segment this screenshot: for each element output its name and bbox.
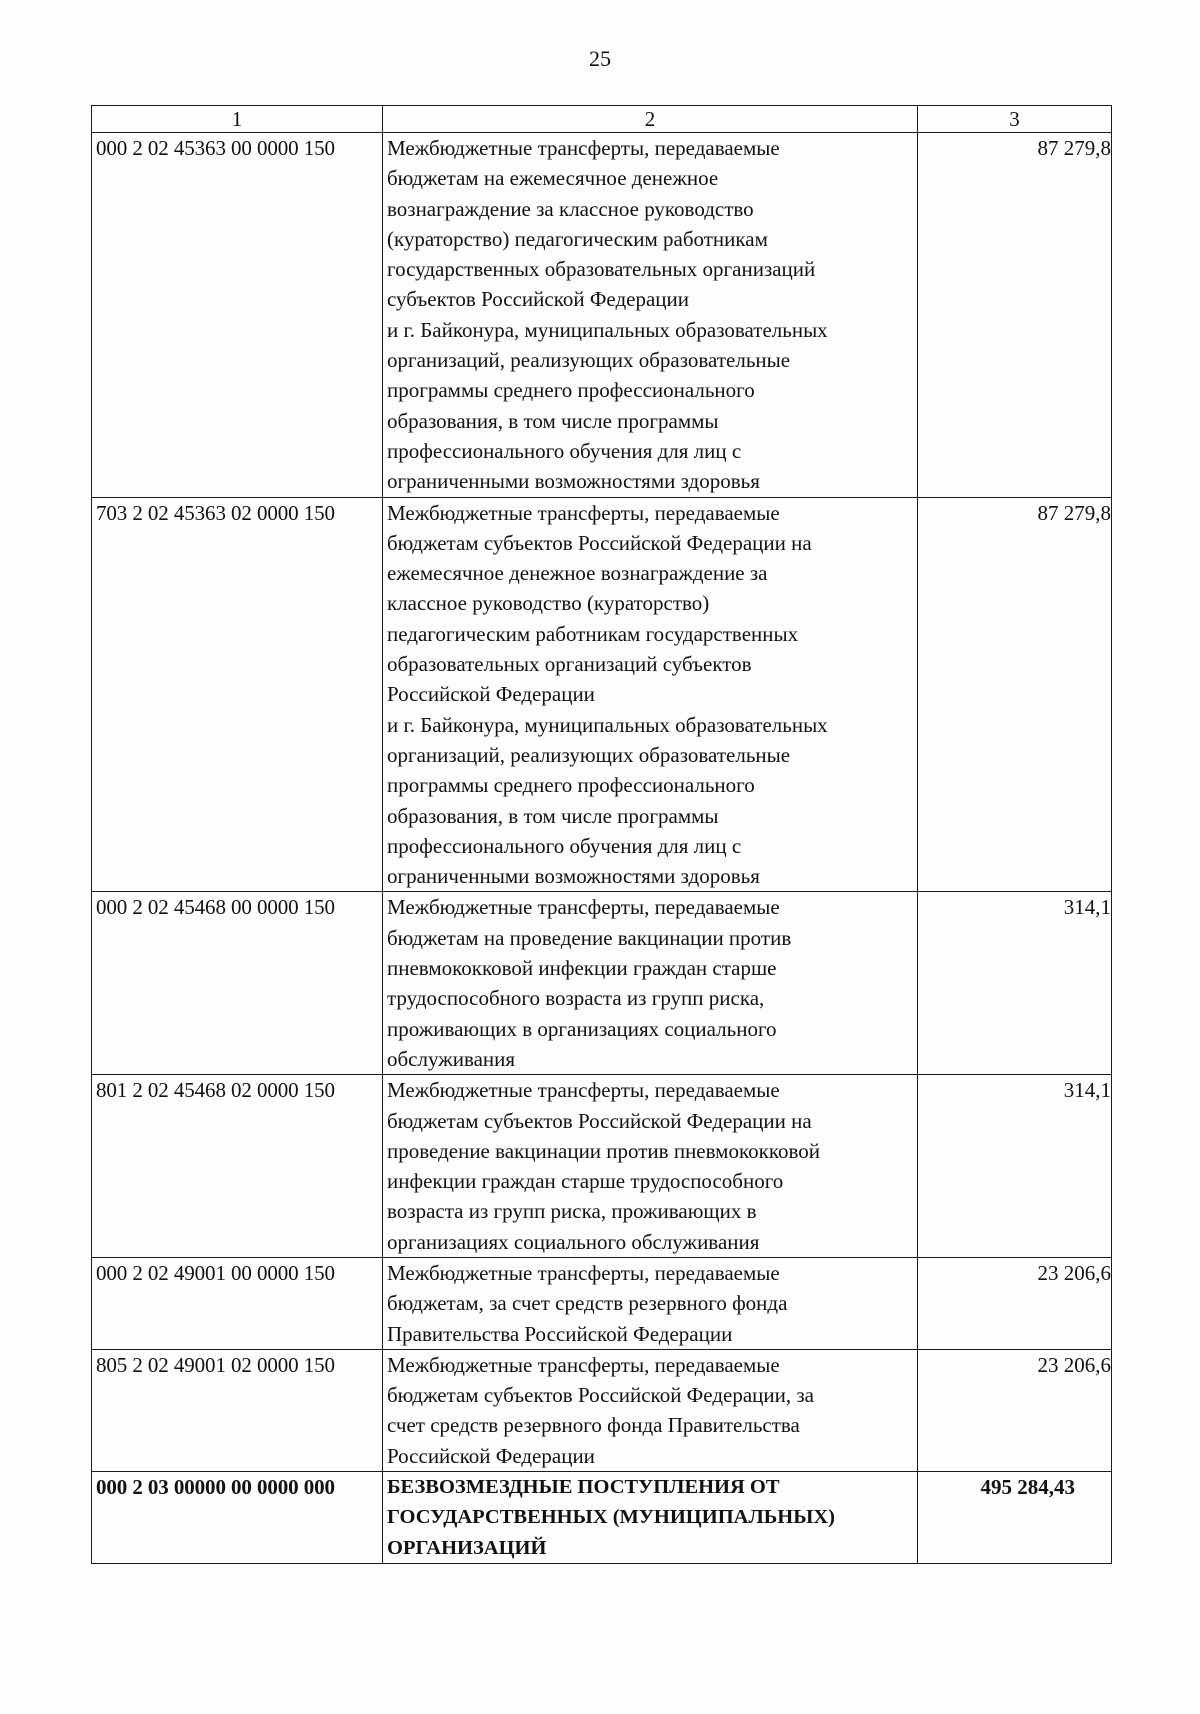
description-line: программы среднего профессионального <box>387 378 755 403</box>
header-col-1: 1 <box>92 106 383 133</box>
budget-code-cell: 000 2 02 45468 00 0000 150 <box>92 892 383 1075</box>
amount-cell: 87 279,8 <box>918 133 1112 498</box>
description-line: ограниченными возможностями здоровья <box>387 469 760 494</box>
revenue-table <box>91 105 1112 1564</box>
description-line: Межбюджетные трансферты, передаваемые <box>387 1260 780 1285</box>
table-row <box>92 133 1112 498</box>
description-line: вознаграждение за классное руководство <box>387 196 754 221</box>
description-line: Межбюджетные трансферты, передаваемые <box>387 1352 780 1377</box>
description-line: ежемесячное денежное вознаграждение за <box>387 561 768 586</box>
table-body <box>92 106 1112 1564</box>
description-line: профессионального обучения для лиц с <box>387 438 742 463</box>
table-row <box>92 497 1112 892</box>
table-header-row <box>92 106 1112 133</box>
amount-cell: 314,1 <box>918 892 1112 1075</box>
description-line: организациях социального обслуживания <box>387 1229 760 1254</box>
description-line: ограниченными возможностями здоровья <box>387 864 760 889</box>
page-number: 25 <box>589 46 611 71</box>
description-cell <box>383 1257 918 1349</box>
description-line: Российской Федерации <box>387 682 595 707</box>
table-row <box>92 1257 1112 1349</box>
amount-cell: 87 279,8 <box>918 497 1112 892</box>
table-row <box>92 892 1112 1075</box>
header-col-3: 3 <box>918 106 1112 133</box>
description-line: образования, в том числе программы <box>387 803 719 828</box>
description-line: бюджетам на ежемесячное денежное <box>387 166 719 191</box>
description-line: БЕЗВОЗМЕЗДНЫЕ ПОСТУПЛЕНИЯ ОТ <box>387 1476 780 1499</box>
description-line: организаций, реализующих образовательные <box>387 348 791 373</box>
description-line: ГОСУДАРСТВЕННЫХ (МУНИЦИПАЛЬНЫХ) <box>387 1506 835 1529</box>
budget-code-cell: 000 2 02 45363 00 0000 150 <box>92 133 383 498</box>
description-line: бюджетам на проведение вакцинации против <box>387 925 792 950</box>
table-row <box>92 1349 1112 1471</box>
budget-code-cell: 801 2 02 45468 02 0000 150 <box>92 1075 383 1258</box>
description-cell <box>383 1472 918 1564</box>
description-line: Межбюджетные трансферты, передаваемые <box>387 895 780 920</box>
description-line: и г. Байконура, муниципальных образовательных <box>387 317 828 342</box>
description-line: ОРГАНИЗАЦИЙ <box>387 1536 547 1559</box>
description-line: трудоспособного возраста из групп риска, <box>387 986 765 1011</box>
description-line: педагогическим работникам государственных <box>387 621 799 646</box>
description-line: бюджетам субъектов Российской Федерации на <box>387 1108 812 1133</box>
table-row <box>92 1075 1112 1258</box>
description-line: Межбюджетные трансферты, передаваемые <box>387 500 780 525</box>
description-line: обслуживания <box>387 1046 516 1071</box>
description-line: бюджетам, за счет средств резервного фонда <box>387 1291 788 1316</box>
description-line: классное руководство (кураторство) <box>387 591 710 616</box>
description-cell <box>383 1075 918 1258</box>
amount-cell: 23 206,6 <box>918 1349 1112 1471</box>
description-line: пневмококковой инфекции граждан старше <box>387 956 777 981</box>
description-cell <box>383 133 918 498</box>
description-line: образовательных организаций субъектов <box>387 652 752 677</box>
description-line: Межбюджетные трансферты, передаваемые <box>387 136 780 160</box>
description-line: организаций, реализующих образовательные <box>387 742 791 767</box>
description-line: бюджетам субъектов Российской Федерации на <box>387 530 812 555</box>
description-line: бюджетам субъектов Российской Федерации, за <box>387 1383 814 1408</box>
table-row-total <box>92 1472 1112 1564</box>
budget-code-cell: 805 2 02 49001 02 0000 150 <box>92 1349 383 1471</box>
description-line: проживающих в организациях социального <box>387 1016 777 1041</box>
amount-cell: 495 284,43 <box>918 1472 1112 1564</box>
description-line: субъектов Российской Федерации <box>387 287 690 312</box>
description-line: государственных образовательных организаций <box>387 257 816 282</box>
description-line: возраста из групп риска, проживающих в <box>387 1199 757 1224</box>
description-line: проведение вакцинации против пневмококковой <box>387 1138 820 1163</box>
description-line: (кураторство) педагогическим работникам <box>387 226 768 251</box>
description-line: Правительства Российской Федерации <box>387 1321 733 1346</box>
description-line: Межбюджетные трансферты, передаваемые <box>387 1078 780 1103</box>
budget-code-cell: 000 2 02 49001 00 0000 150 <box>92 1257 383 1349</box>
budget-code-cell: 703 2 02 45363 02 0000 150 <box>92 497 383 892</box>
description-line: счет средств резервного фонда Правительства <box>387 1413 800 1438</box>
description-line: Российской Федерации <box>387 1443 595 1468</box>
amount-cell: 314,1 <box>918 1075 1112 1258</box>
description-line: и г. Байконура, муниципальных образовательных <box>387 712 828 737</box>
header-col-2: 2 <box>383 106 918 133</box>
description-cell <box>383 1349 918 1471</box>
description-line: образования, в том числе программы <box>387 408 719 433</box>
description-cell <box>383 892 918 1075</box>
description-line: инфекции граждан старше трудоспособного <box>387 1169 784 1194</box>
description-line: профессионального обучения для лиц с <box>387 833 742 858</box>
description-cell <box>383 497 918 892</box>
budget-code-cell: 000 2 03 00000 00 0000 000 <box>92 1472 383 1564</box>
amount-cell: 23 206,6 <box>918 1257 1112 1349</box>
description-line: программы среднего профессионального <box>387 773 755 798</box>
